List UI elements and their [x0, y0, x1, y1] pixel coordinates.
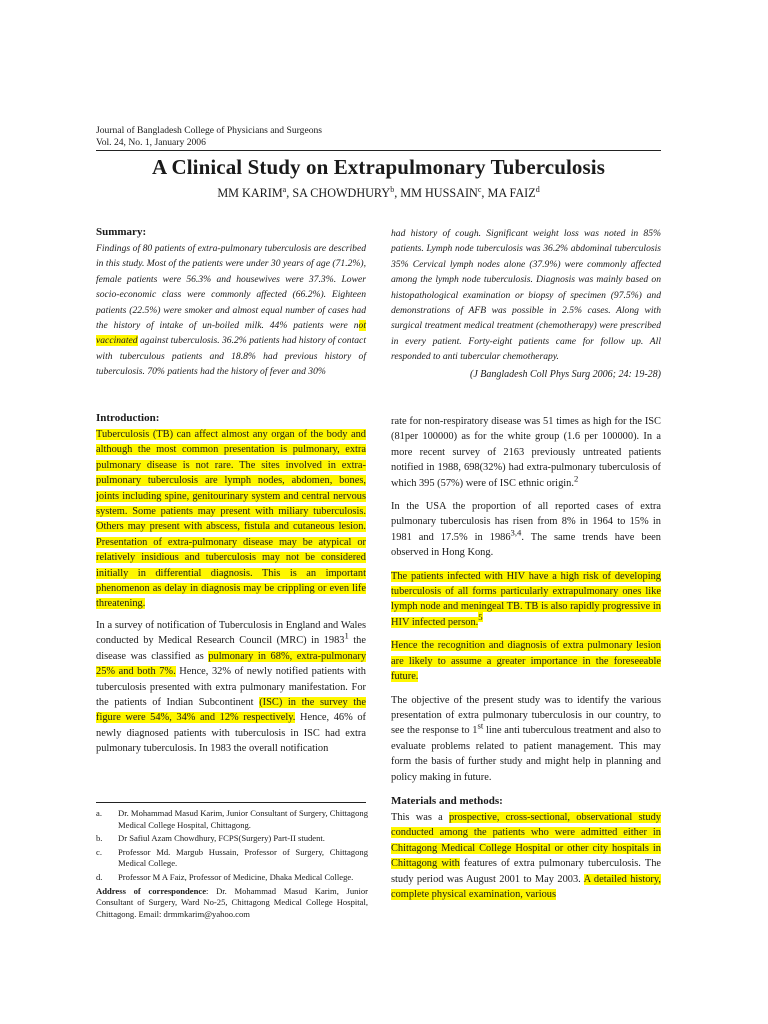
footnote-label: a. [96, 808, 102, 818]
paragraph-text: In a survey of notification of Tuberculosis in England and Wales conducted by Medical Research Council (MRC) in 1983 [96, 619, 366, 647]
paragraph-text: Hence, 32% of newly notified patients with tuberculosis presented with extra pulmonary manifestation. For the patients of Indian Subcontinent [96, 666, 367, 708]
highlighted-text: ot vaccinated [96, 320, 366, 347]
reference-mark: 2 [573, 473, 579, 484]
intro-paragraph-4 [391, 499, 661, 561]
author-affiliation-mark: b [390, 184, 395, 194]
highlighted-text: The patients infected with HIV have a high risk of developing tuberculosis of all forms particularly extrapulmonary ones like lymph node and meningeal TB. TB is also rapidly progressive in HIV infected person. [391, 570, 661, 628]
summary-text [96, 241, 366, 380]
intro-paragraph-6 [391, 638, 661, 684]
methods-paragraph [391, 810, 661, 902]
footnote-text: Dr. Mohammad Masud Karim, Junior Consultant of Surgery, Chittagong Medical College Hospital, Chittagong. [118, 808, 368, 830]
methods-heading: Materials and methods: [391, 794, 503, 807]
footnote-item [96, 833, 368, 845]
footnotes [96, 808, 368, 920]
footnote-item [96, 847, 368, 870]
highlighted-text: A detailed history, complete physical examination, various [391, 873, 661, 900]
footnote-label: c. [96, 846, 102, 857]
footnote-text: Professor Md. Margub Hussain, Professor of Surgery, Chittagong Medical College. [118, 846, 368, 869]
paragraph-text: rate for non-respiratory disease was 51 times as high for the ISC (81per 100000) as for the white group (1.6 per 100000). In a more recent survey of 2163 previously untreated patients notified in 1988, 698(32%) had extra-pulmonary tuberculosis of which 395 (57%) were of ISC ethnic origin. [391, 416, 661, 489]
author-name: , MM HUSSAIN [394, 186, 478, 200]
intro-paragraph-1 [96, 427, 366, 612]
highlighted-text: (ISC) in the survey the figure were 54%, 34% and 12% respectively. [96, 696, 366, 724]
footnote-label: d. [96, 871, 103, 882]
author-name: , SA CHOWDHURY [286, 186, 391, 200]
intro-paragraph-7 [391, 693, 661, 785]
address-label: Address of correspondence [96, 885, 207, 896]
summary-right [391, 226, 661, 380]
footnote-rule [96, 802, 366, 803]
summary-text-part: Findings of 80 patients of extra-pulmonary tuberculosis are described in this study. Most of the patients were under 30 years of age (71.2%), female patients were 56.3% and housewives were 37.3%. Lower socio-economic class were commonly affected (66.2%). Eighteen patients (22.5%) were smoker and almost equal number of cases had the history of intake of un-boiled milk. 44% patients were n [96, 243, 366, 332]
highlighted-text: Hence the recognition and diagnosis of extra pulmonary lesion are likely to assume a greater importance in the foreseeable future. [391, 640, 661, 683]
footnote-item [96, 872, 368, 884]
author-affiliation-mark: a [282, 184, 287, 194]
summary-left [96, 226, 366, 380]
footnote-label: b. [96, 833, 103, 844]
journal-header [96, 125, 322, 149]
summary-text-part: against tuberculosis. 36.2% patients had history of contact with tuberculous patients and 18.8% had previous history of tuberculosis. 70% patients had the history of fever and 30% [96, 335, 366, 378]
author-name: MM KARIM [217, 186, 283, 200]
intro-right [391, 414, 661, 902]
summary-text-continued: had history of cough. Significant weight loss was noted in 85% patients. Lymph node tuberculosis was 36.2% abdominal tuberculosis 35% Cervical lymph nodes alone (37.9%) were commonly affected among the lymph node tuberculosis. Diagnosis was mainly based on histopathological examination or biopsy of specimen (97.5%) and demonstrations of AFB was possible in 2.5% cases. Along with surgical treatment medical treatment (chemotherapy) were prescribed in every patient. Forty-eight patients came for follow up. All responded to anti tubercular chemotherapy. [391, 228, 661, 363]
footnote-item [96, 808, 368, 831]
author-name: , MA FAIZ [481, 186, 536, 200]
intro-paragraph-5 [391, 569, 661, 631]
citation: (J Bangladesh Coll Phys Surg 2006; 24: 19-28) [470, 368, 661, 380]
author-affiliation-mark: c [477, 184, 482, 194]
summary-heading: Summary: [96, 226, 147, 238]
journal-name: Journal of Bangladesh College of Physicians and Surgeons [96, 125, 323, 136]
paragraph-text: . The same trends have been observed in Hong Kong. [391, 531, 661, 559]
intro-paragraph-3 [391, 414, 661, 491]
paragraph-text: The objective of the present study was to identify the various presentation of extra pulmonary tuberculosis in our country, to see the response to 1 [391, 694, 661, 737]
intro-paragraph-2 [96, 618, 366, 757]
article-title: A Clinical Study on Extrapulmonary Tuberculosis [151, 155, 605, 179]
reference-mark: 3,4 [510, 527, 522, 538]
paragraph-text: line anti tuberculous treatment and also to evaluate problems related to patient management. This may form the basis of further study and might help in planning and policy making in future. [391, 725, 661, 783]
intro-heading: Introduction: [96, 412, 160, 424]
author-affiliation-mark: d [535, 184, 540, 194]
footnote-text: Dr Safiul Azam Chowdhury, FCPS(Surgery) Part-II student. [118, 833, 325, 844]
paragraph-text: This was a [391, 811, 449, 823]
correspondence-address [96, 886, 368, 921]
address-text: : Dr. Mohammad Masud Karim, Junior Consultant of Surgery, Ward No-25, Chittagong Medical College Hospital, Chittagong. Email: drmmkarim@yahoo.com [96, 885, 369, 919]
paragraph-text: In the USA the proportion of all reported cases of extra pulmonary tuberculosis has risen from 8% in 1964 to 15% in 1981 and 17.5% in 1986 [391, 501, 661, 543]
intro-left [96, 412, 366, 757]
paragraph-text: features of extra pulmonary tuberculosis. The study period was August 2001 to May 2003. [391, 858, 662, 885]
reference-mark: 5 [478, 612, 483, 623]
reference-mark: 1 [344, 630, 349, 641]
author-line [96, 186, 661, 201]
paragraph-text: Hence, 46% of newly diagnosed patients with tuberculosis in ISC had extra pulmonary tuberculosis. In 1983 the overall notification [96, 712, 366, 755]
header-rule [96, 150, 661, 151]
highlighted-text: Tuberculosis (TB) can affect almost any organ of the body and although the most common presentation is pulmonary, extra pulmonary disease is not rare. The sites involved in extra-pulmonary tuberculosis are lymph nodes, abdomen, bones, joints including spine, genitourinary system and central nervous system. Some patients may present with miliary tuberculosis. Others may present with abscess, fistula and cutaneous lesion. Presentation of extra-pulmonary disease may be atypical or relatively insidious and tuberculosis may not be considered initially in differential diagnosis. This is an important phenomenon as delay in diagnosis may be crippling or even life threatening. [96, 429, 366, 610]
paragraph-text: the disease was classified as [96, 635, 366, 662]
footnote-text: Professor M A Faiz, Professor of Medicine, Dhaka Medical College. [118, 871, 354, 882]
journal-issue: Vol. 24, No. 1, January 2006 [96, 137, 206, 148]
superscript: st [477, 720, 484, 731]
highlighted-text: pulmonary in 68%, extra-pulmonary 25% and both 7%. [96, 650, 367, 678]
highlighted-text: prospective, cross-sectional, observational study conducted among the patients who were admitted either in Chittagong Medical College Hospital or other city hospitals in Chittagong with [391, 811, 661, 870]
